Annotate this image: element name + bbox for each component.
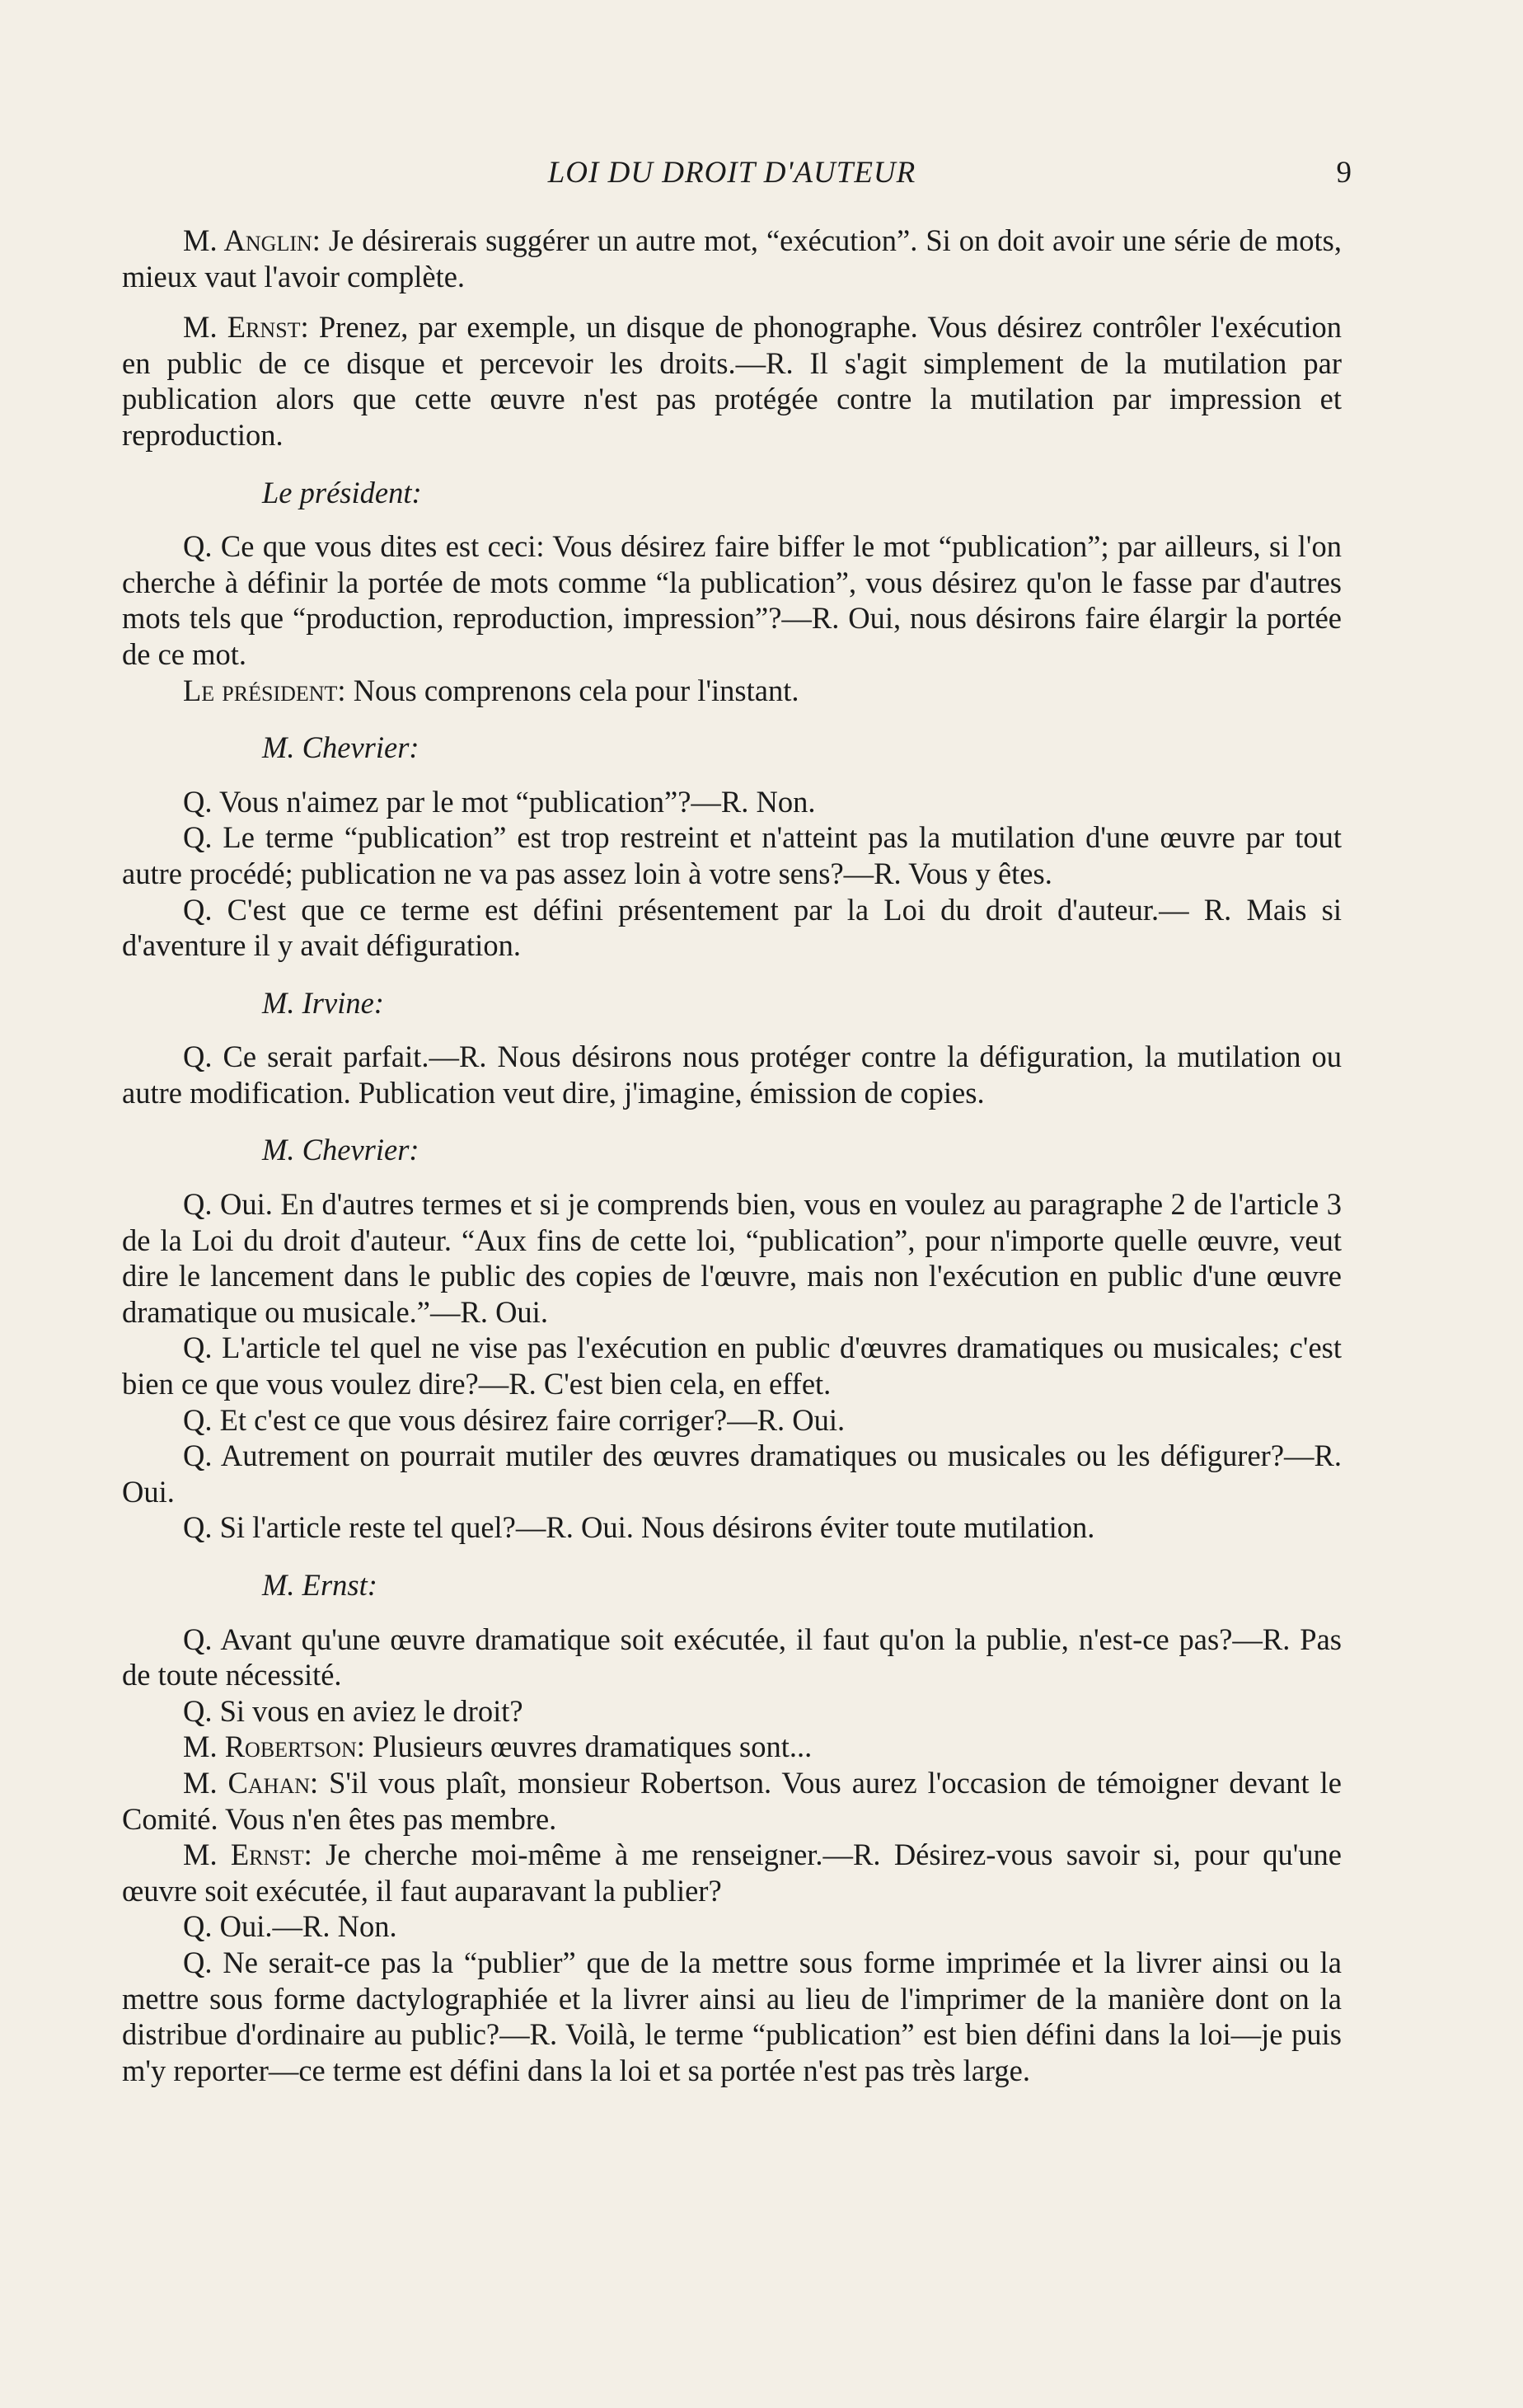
speaker-heading: M. Chevrier: (262, 730, 419, 765)
paragraph: Q. Si vous en aviez le droit? (183, 1693, 523, 1728)
running-head (122, 155, 1352, 196)
speaker-name: Le président: (183, 673, 346, 707)
speaker-name: M. Ernst: (183, 310, 309, 345)
paragraph-text: Je désirerais suggérer un autre mot, “exécution”. Si on doit avoir une série de mots, mieux vaut l'avoir complète. (122, 223, 1342, 293)
paragraph (122, 1837, 1342, 1908)
body-text (122, 223, 1342, 2088)
page-number: 9 (1336, 156, 1352, 190)
paragraph-text: Prenez, par exemple, un disque de phonographe. Vous désirez contrôler l'exécution en public de ce disque et percevoir les droits.—R. Il s'agit simplement de la mutilation par publication alors que cette œuvre n'est pas protégée contre la mutilation par impression et reproduction. (122, 310, 1342, 452)
speaker-name: M. Robertson: (183, 1730, 365, 1764)
paragraph: Q. Ce que vous dites est ceci: Vous désirez faire biffer le mot “publication”; par ailleurs, si l'on cherche à définir la portée de mots comme “la publication”, vous désirez qu'on le fasse par d'autres mots tels que “production, reproduction, impression”?—R. Oui, nous désirons faire élargir la portée de ce mot. (122, 529, 1342, 671)
paragraph: Q. Le terme “publication” est trop restreint et n'atteint pas la mutilation d'une œuvre par tout autre procédé; publication ne va pas assez loin à votre sens?—R. Vous y êtes. (122, 820, 1342, 890)
paragraph: Q. Autrement on pourrait mutiler des œuvres dramatiques ou musicales ou les défigurer?—R. Oui. (122, 1439, 1342, 1509)
paragraph: Q. Ne serait-ce pas la “publier” que de la mettre sous forme imprimée et la livrer ainsi ou la mettre sous forme dactylographiée et la livrer ainsi au lieu de l'imprimer de la manière dont on la distribue d'ordinaire au public?—R. Voilà, le terme “publication” est bien défini dans la loi—je puis m'y reporter—ce terme est défini dans la loi et sa portée n'est pas très large. (122, 1945, 1342, 2087)
paragraph (122, 1729, 1342, 1765)
paragraph: Q. Avant qu'une œuvre dramatique soit exécutée, il faut qu'on la publie, n'est-ce pas?—R. Pas de toute nécessité. (122, 1622, 1342, 1692)
paragraph: Q. C'est que ce terme est défini présentement par la Loi du droit d'auteur.— R. Mais si d'aventure il y avait défiguration. (122, 892, 1342, 963)
paragraph: Q. Si l'article reste tel quel?—R. Oui. Nous désirons éviter toute mutilation. (183, 1510, 1095, 1545)
paragraph: Q. Oui. En d'autres termes et si je comprends bien, vous en voulez au paragraphe 2 de l'article 3 de la Loi du droit d'auteur. “Aux fins de cette loi, “publication”, pour n'importe quelle œuvre, veut dire le lancement dans le public des copies de l'œuvre, mais non l'exécution en public d'une œuvre dramatique ou musicale.”—R. Oui. (122, 1187, 1342, 1329)
paragraph-text: Plusieurs œuvres dramatiques sont... (364, 1730, 813, 1764)
speaker-heading: M. Chevrier: (262, 1133, 419, 1167)
paragraph-text: Je cherche moi-même à me renseigner.—R. Désirez-vous savoir si, pour qu'une œuvre soit exécutée, il faut auparavant la publier? (122, 1838, 1342, 1908)
speaker-name: M. Cahan: (183, 1765, 319, 1800)
paragraph: Q. Oui.—R. Non. (183, 1909, 397, 1944)
paragraph: Q. Ce serait parfait.—R. Nous désirons nous protéger contre la défiguration, la mutilation ou autre modification. Publication veut dire, j'imagine, émission de copies. (122, 1040, 1342, 1110)
speaker-name: M. Ernst: (183, 1838, 312, 1872)
speaker-heading: M. Irvine: (262, 985, 384, 1020)
paragraph (122, 1765, 1342, 1837)
paragraph (122, 309, 1342, 453)
paragraph (122, 223, 1342, 294)
paragraph: Q. Et c'est ce que vous désirez faire corriger?—R. Oui. (183, 1402, 846, 1437)
speaker-heading: Le président: (262, 475, 422, 509)
paragraph (122, 673, 1342, 709)
paragraph-text: Nous comprenons cela pour l'instant. (345, 673, 799, 707)
running-title: LOI DU DROIT D'AUTEUR (547, 156, 916, 190)
speaker-name: M. Anglin: (183, 223, 321, 257)
speaker-heading: M. Ernst: (262, 1568, 377, 1602)
paragraph: Q. Vous n'aimez par le mot “publication”?—R. Non. (183, 784, 816, 819)
paragraph: Q. L'article tel quel ne vise pas l'exécution en public d'œuvres dramatiques ou musicales; c'est bien ce que vous voulez dire?—R. C'est bien cela, en effet. (122, 1331, 1342, 1401)
paragraph-text: S'il vous plaît, monsieur Robertson. Vous aurez l'occasion de témoigner devant le Comité. Vous n'en êtes pas membre. (122, 1765, 1342, 1836)
